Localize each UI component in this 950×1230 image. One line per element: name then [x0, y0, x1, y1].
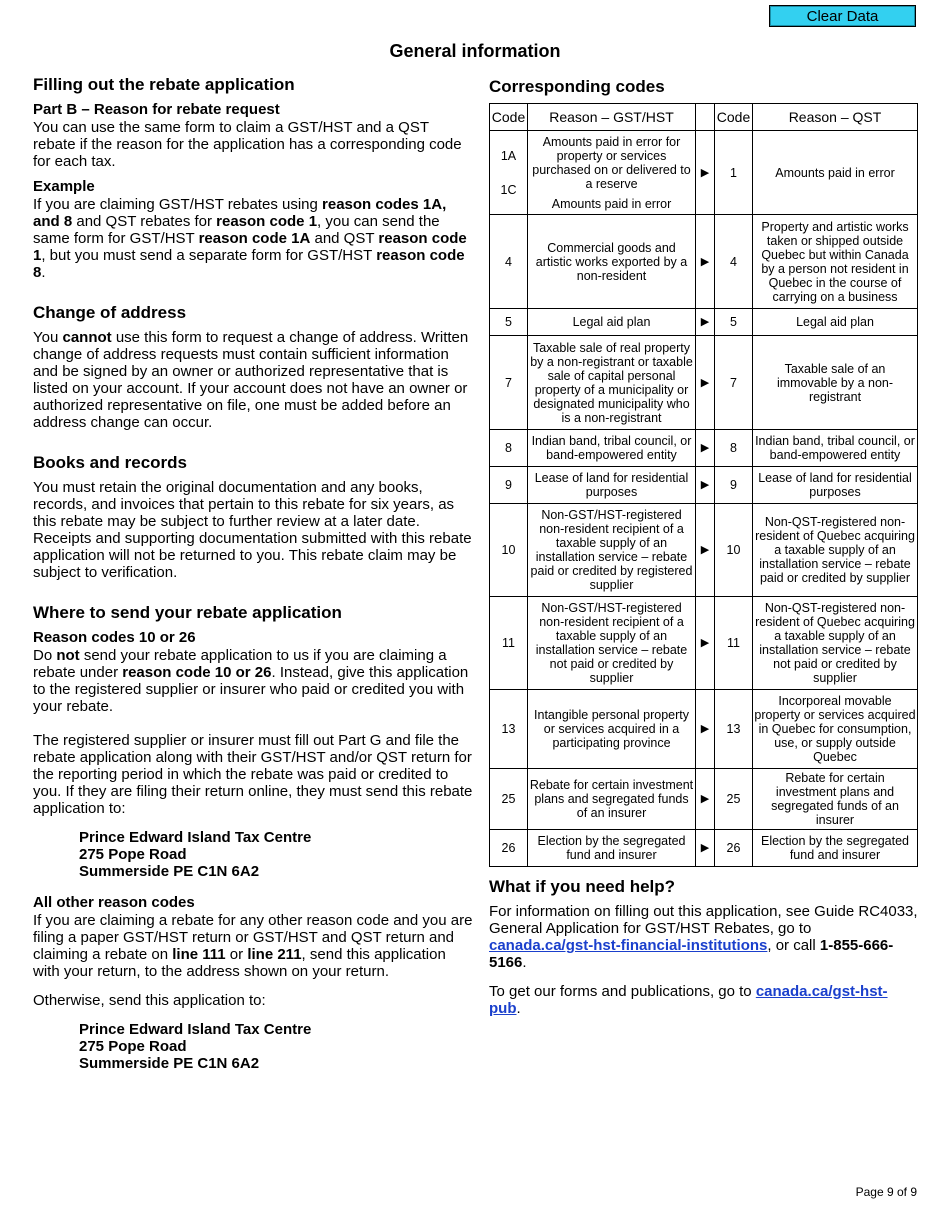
reason-qst-cell: Property and artistic works taken or shipped outside Quebec but within Canada by a person not resident in Quebec in the course of carrying on a business: [753, 215, 918, 309]
right-column: [489, 77, 919, 1017]
reason-gst-cell: Election by the segregated fund and insurer: [528, 830, 696, 867]
reason-gst-cell: Non-GST/HST-registered non-resident recipient of a taxable supply of an installation service – rebate paid or credited by registered supplier: [528, 504, 696, 597]
code-cell: 1A 1C: [490, 131, 528, 215]
clear-data-button[interactable]: Clear Data: [769, 5, 916, 27]
table-row: [490, 430, 918, 467]
header-qcode: Code: [715, 104, 753, 131]
qcode-cell: 13: [715, 690, 753, 769]
reason-gst-cell: Taxable sale of real property by a non-registrant or taxable sale of capital personal property of a municipality or designated municipality who is a non-registrant: [528, 336, 696, 430]
qcode-cell: 11: [715, 597, 753, 690]
header-arrow: [696, 104, 715, 131]
arrow-cell: ▶: [696, 430, 715, 467]
table-row: [490, 597, 918, 690]
reason-qst-cell: Rebate for certain investment plans and segregated funds of an insurer: [753, 769, 918, 830]
change-address-heading: Change of address: [33, 303, 187, 322]
reason-gst-cell: Indian band, tribal council, or band-empowered entity: [528, 430, 696, 467]
qcode-cell: 26: [715, 830, 753, 867]
financial-institutions-link[interactable]: canada.ca/gst-hst-financial-institutions: [489, 937, 768, 954]
qcode-cell: 5: [715, 309, 753, 336]
header-code: Code: [490, 104, 528, 131]
reason-gst-cell: Rebate for certain investment plans and segregated funds of an insurer: [528, 769, 696, 830]
tax-centre-address-2: Prince Edward Island Tax Centre 275 Pope Road Summerside PE C1N 6A2: [79, 1021, 312, 1072]
example-text: If you are claiming GST/HST rebates using reason codes 1A, and 8 and QST rebates for reason code 1, you can send the same form for GST/HST reason code 1A and QST reason code 1, but you must send a separate form for GST/HST reason code 8.: [33, 196, 467, 281]
help-heading: What if you need help?: [489, 877, 676, 896]
reason-gst-cell: Lease of land for residential purposes: [528, 467, 696, 504]
table-row: [490, 830, 918, 867]
arrow-cell: ▶: [696, 504, 715, 597]
qcode-cell: 7: [715, 336, 753, 430]
qcode-cell: 8: [715, 430, 753, 467]
arrow-cell: ▶: [696, 336, 715, 430]
where-text-2: The registered supplier or insurer must fill out Part G and file the rebate application along with their GST/HST and/or QST return for the reporting period in which the rebate was paid or credited to you. If they are filing their return online, they must send this rebate application to:: [33, 732, 473, 817]
where-text-4: Otherwise, send this application to:: [33, 992, 266, 1009]
header-reason-qst: Reason – QST: [753, 104, 918, 131]
arrow-cell: ▶: [696, 467, 715, 504]
table-row: [490, 131, 918, 215]
arrow-cell: ▶: [696, 690, 715, 769]
gst-hst-pub-link[interactable]: canada.ca/gst-hst-pub: [489, 983, 888, 1017]
reason-10-26-heading: Reason codes 10 or 26: [33, 629, 196, 646]
reason-qst-cell: Election by the segregated fund and insurer: [753, 830, 918, 867]
part-b-text: You can use the same form to claim a GST/HST and a QST rebate if the reason for the application has a corresponding code for each tax.: [33, 119, 462, 170]
tax-centre-address-1: Prince Edward Island Tax Centre 275 Pope Road Summerside PE C1N 6A2: [79, 829, 312, 880]
other-codes-heading: All other reason codes: [33, 894, 195, 911]
filling-heading: Filling out the rebate application: [33, 75, 295, 94]
table-row: [490, 215, 918, 309]
code-cell: 9: [490, 467, 528, 504]
change-address-section: [33, 303, 473, 431]
arrow-cell: ▶: [696, 309, 715, 336]
reason-qst-cell: Incorporeal movable property or services acquired in Quebec for consumption, use, or supply outside Quebec: [753, 690, 918, 769]
header-reason-gst: Reason – GST/HST: [528, 104, 696, 131]
code-cell: 26: [490, 830, 528, 867]
reason-qst-cell: Indian band, tribal council, or band-empowered entity: [753, 430, 918, 467]
reason-gst-cell: Non-GST/HST-registered non-resident recipient of a taxable supply of an installation service – rebate not paid or credited by supplier: [528, 597, 696, 690]
reason-gst-cell: Commercial goods and artistic works exported by a non-resident: [528, 215, 696, 309]
where-text-3: If you are claiming a rebate for any other reason code and you are filing a paper GST/HST return or GST/HST and QST return and claiming a rebate on line 111 or line 211, send this application with your return, to the address shown on your return.: [33, 912, 473, 980]
table-header-row: [490, 104, 918, 131]
qcode-cell: 25: [715, 769, 753, 830]
arrow-cell: ▶: [696, 769, 715, 830]
code-cell: 7: [490, 336, 528, 430]
books-text: You must retain the original documentation and any books, records, and invoices that pertain to this rebate for six years, as this rebate may be subject to further review at a later date. Receipts and supporting documentation submitted with this rebate application will not be returned to you. This rebate claim may be subject to verification.: [33, 479, 472, 581]
arrow-cell: ▶: [696, 830, 715, 867]
qcode-cell: 9: [715, 467, 753, 504]
books-section: [33, 453, 473, 581]
reason-qst-cell: Lease of land for residential purposes: [753, 467, 918, 504]
code-cell: 5: [490, 309, 528, 336]
table-row: [490, 467, 918, 504]
where-text-1: Do not send your rebate application to us if you are claiming a rebate under reason code 10 or 26. Instead, give this application to the registered supplier or insurer who paid or credited you with your rebate.: [33, 647, 469, 715]
change-address-text: You cannot use this form to request a change of address. Written change of address requests must contain sufficient information and be signed by an owner or authorized representative that is listed on your account. If your account does not have an owner or authorized representative on file, one must be added before an address change can occur.: [33, 329, 469, 431]
code-cell: 11: [490, 597, 528, 690]
reason-gst-cell: Amounts paid in error for property or services purchased on or delivered to a reserve Amounts paid in error: [528, 131, 696, 215]
where-section: [33, 603, 473, 1072]
page-title: General information: [389, 41, 561, 61]
code-cell: 10: [490, 504, 528, 597]
table-row: [490, 769, 918, 830]
part-b-heading: Part B – Reason for rebate request: [33, 101, 280, 118]
code-cell: 25: [490, 769, 528, 830]
help-text: For information on filling out this application, see Guide RC4033, General Application for GST/HST Rebates, go to canada.ca/gst-hst-financial-institutions, or call 1-855-666-5166.: [489, 903, 918, 971]
filling-section: [33, 75, 473, 281]
qcode-cell: 1: [715, 131, 753, 215]
code-cell: 4: [490, 215, 528, 309]
codes-table: [489, 103, 918, 867]
reason-gst-cell: Legal aid plan: [528, 309, 696, 336]
arrow-cell: ▶: [696, 131, 715, 215]
qcode-cell: 10: [715, 504, 753, 597]
reason-qst-cell: Non-QST-registered non-resident of Quebec acquiring a taxable supply of an installation service – rebate not paid or credited by supplier: [753, 597, 918, 690]
forms-text: To get our forms and publications, go to canada.ca/gst-hst-pub.: [489, 983, 888, 1017]
table-row: [490, 504, 918, 597]
code-cell: 13: [490, 690, 528, 769]
reason-gst-cell: Intangible personal property or services acquired in a participating province: [528, 690, 696, 769]
codes-heading: Corresponding codes: [489, 77, 665, 96]
where-heading: Where to send your rebate application: [33, 603, 342, 622]
reason-qst-cell: Non-QST-registered non-resident of Quebec acquiring a taxable supply of an installation service – rebate paid or credited by supplier: [753, 504, 918, 597]
arrow-cell: ▶: [696, 597, 715, 690]
phone-number: 1-855-666-5166: [489, 937, 894, 971]
books-heading: Books and records: [33, 453, 187, 472]
table-row: [490, 336, 918, 430]
page-number: Page 9 of 9: [855, 1185, 917, 1199]
reason-qst-cell: Taxable sale of an immovable by a non-registrant: [753, 336, 918, 430]
arrow-cell: ▶: [696, 215, 715, 309]
code-cell: 8: [490, 430, 528, 467]
table-row: [490, 309, 918, 336]
qcode-cell: 4: [715, 215, 753, 309]
example-heading: Example: [33, 178, 95, 195]
reason-qst-cell: Amounts paid in error: [753, 131, 918, 215]
left-column: [33, 75, 473, 1086]
reason-qst-cell: Legal aid plan: [753, 309, 918, 336]
table-row: [490, 690, 918, 769]
